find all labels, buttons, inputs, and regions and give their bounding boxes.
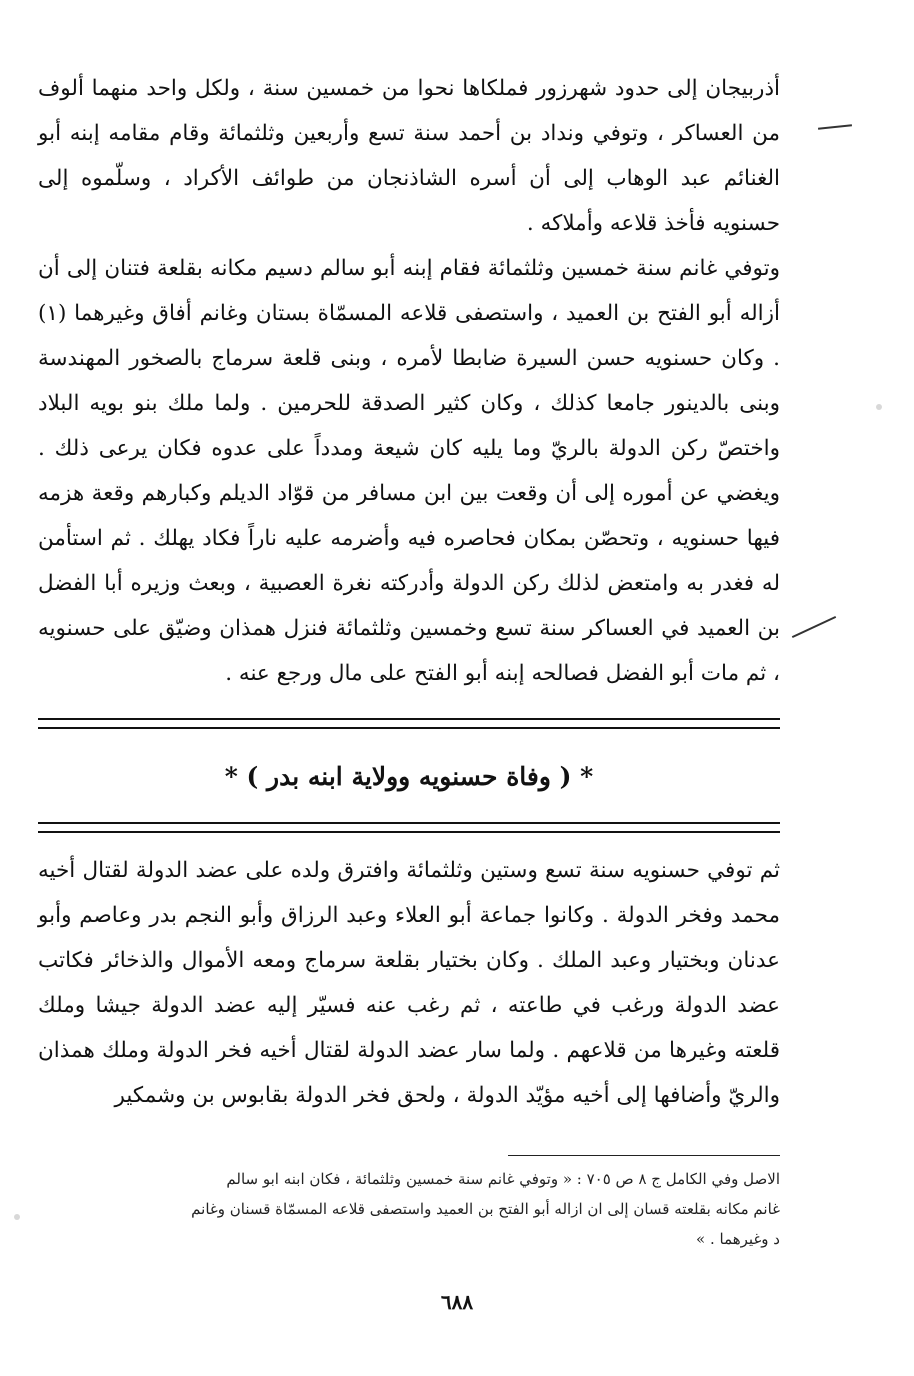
footnote-line-3: د وغيرهما . » xyxy=(696,1230,780,1248)
paragraph-2: وتوفي غانم سنة خمسين وثلثمائة فقام إبنه أبو سالم دسيم مكانه بقلعة فتنان إلى أن أزاله أبو الفتح بن العميد ، واستصفى قلاعه المسمّاة بستان وغانم أفاق وغيرهما (١) . وكان حسنويه حسن السيرة ضابطا لأمره ، وبنى قلعة سرماج بالصخور المهندسة وبنى بالدينور جامعا كذلك ، وكان كثير الصدقة للحرمين . ولما ملك بنو بويه البلاد واختصّ ركن الدولة بالريّ وما يليه كان شيعة ومدداً على عدوه فكان يرعى ذلك . ويغضي عن أموره إلى أن وقعت بين ابن مسافر من قوّاد الديلم وكبارهم وقعة هزمه فيها حسنويه ، وتحصّن بمكان فحاصره فيه وأضرمه عليه ناراً فكاد يهلك . ثم استأمن له فغدر به وامتعض لذلك ركن الدولة وأدركته نغرة العصبية ، وبعث وزيره أبا الفضل بن العميد في العساكر سنة تسع وخمسين وثلثمائة فنزل همذان وضيّق على حسنويه ، ثم مات أبو الفضل فصالحه إبنه أبو الفتح على مال ورجع عنه . xyxy=(38,256,780,686)
paragraph-3: ثم توفي حسنويه سنة تسع وستين وثلثمائة وافترق ولده على عضد الدولة لقتال أخيه محمد وفخر الدولة . وكانوا جماعة أبو العلاء وعبد الرزاق وأبو النجم بدر وعاصم وأبو عدنان وبختيار وعبد الملك . وكان بختيار بقلعة سرماج ومعه الأموال والذخائر فكاتب عضد الدولة ورغب في طاعته ، ثم رغب عنه فسيّر إليه عضد الدولة جيشا وملك قلعته وغيرها من قلاعهم . ولما سار عضد الدولة لقتال أخيه فخر الدولة وملك همذان والريّ وأضافها إلى أخيه مؤيّد الدولة ، ولحق فخر الدولة بقابوس بن وشمكير xyxy=(38,858,780,1108)
page-number: ٦٨٨ xyxy=(440,1290,474,1314)
margin-mark xyxy=(792,616,836,638)
paragraph-1: أذربيجان إلى حدود شهرزور فملكاها نحوا من خمسين سنة ، ولكل واحد منهما ألوف من العساكر ، وتوفي ونداد بن أحمد سنة تسع وأربعين وثلثمائة وقام مقامه إبنه أبو الغنائم عبد الوهاب إلى أن أسره الشاذنجان من طوائف الأكراد ، وسلّموه إلى حسنويه فأخذ قلاعه وأملاكه . xyxy=(38,76,780,236)
section-divider-bottom-1 xyxy=(38,822,780,824)
section-heading: * ( وفاة حسنويه وولاية ابنه بدر ) * xyxy=(224,762,594,791)
footnote xyxy=(38,1164,780,1254)
scan-speck xyxy=(876,404,882,410)
section-divider-top-1 xyxy=(38,718,780,720)
footnote-separator xyxy=(508,1155,780,1156)
footnote-line-2: غانم مكانه بقلعته قسان إلى ان ازاله أبو الفتح بن العميد واستصفى قلاعه المسمّاة قسنان وغانم xyxy=(191,1200,780,1218)
section-divider-bottom-2 xyxy=(38,831,780,833)
margin-mark xyxy=(818,124,852,130)
section-divider-top-2 xyxy=(38,727,780,729)
scan-speck xyxy=(14,1214,20,1220)
footnote-line-1: الاصل وفي الكامل ج ٨ ص ٧٠٥ : « وتوفي غانم سنة خمسين وثلثمائة ، فكان ابنه ابو سالم xyxy=(226,1170,780,1188)
